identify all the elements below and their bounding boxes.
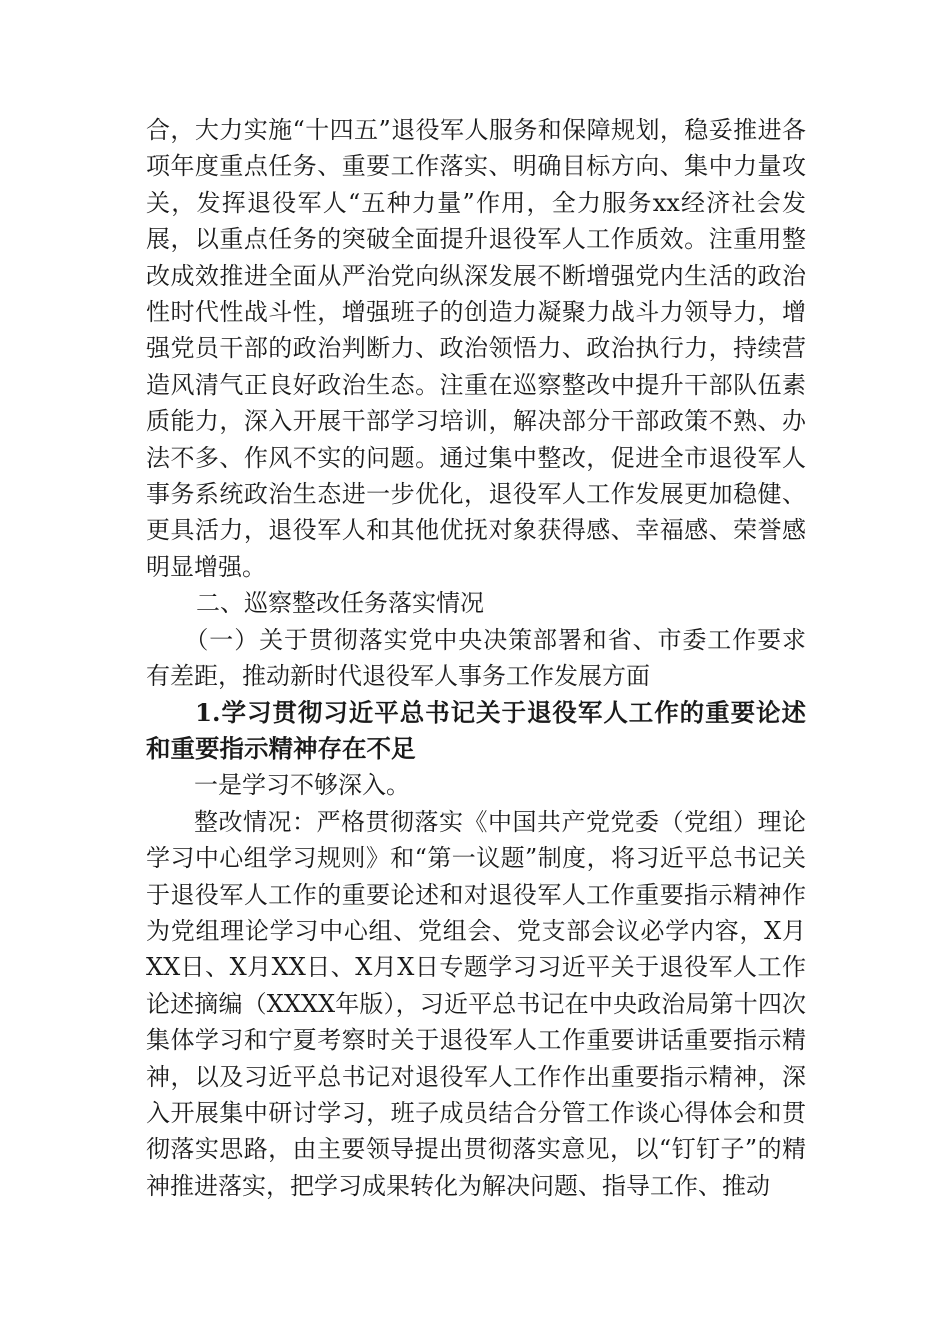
paragraph-rectification-status: 整改情况：严格贯彻落实《中国共产党党委（党组）理论学习中心组学习规则》和“第一议题”制度，将习近平总书记关于退役军人工作的重要论述和对退役军人工作重要指示精神作为党组理论学习中心组、党组会、党支部会议必学内容，X月XX日、X月XX日、X月X日专题学习习近平关于退役军人工作论述摘编（XXXX年版），习近平总书记在中央政治局第十四次集体学习和宁夏考察时关于退役军人工作重要讲话重要指示精神，以及习近平总书记对退役军人工作作出重要指示精神，深入开展集中研讨学习，班子成员结合分管工作谈心得体会和贯彻落实思路，由主要领导提出贯彻落实意见，以“钉钉子”的精神推进落实，把学习成果转化为解决问题、指导工作、推动 xyxy=(146,807,806,1200)
paragraph-rectification-goals: 合，大力实施“十四五”退役军人服务和保障规划，稳妥推进各项年度重点任务、重要工作落实、明确目标方向、集中力量攻关，发挥退役军人“五种力量”作用，全力服务xx经济社会发展，以重点任务的突破全面提升退役军人工作质效。注重用整改成效推进全面从严治党向纵深发展不断增强党内生活的政治性时代性战斗性，增强班子的创造力凝聚力战斗力领导力，增强党员干部的政治判断力、政治领悟力、政治执行力，持续营造风清气正良好政治生态。注重在巡察整改中提升干部队伍素质能力，深入开展干部学习培训，解决部分干部政策不熟、办法不多、作风不实的问题。通过集中整改，促进全市退役军人事务系统政治生态进一步优化，退役军人工作发展更加稳健、更具活力，退役军人和其他优抚对象获得感、幸福感、荣誉感明显增强。 xyxy=(146,116,806,581)
subsection-heading-policy-implementation: （一）关于贯彻落实党中央决策部署和省、市委工作要求有差距，推动新时代退役军人事务工作发展方面 xyxy=(146,625,806,691)
item-heading-study-shortcomings: 1.学习贯彻习近平总书记关于退役军人工作的重要论述和重要指示精神存在不足 xyxy=(146,697,806,763)
section-heading-task-implementation: 二、巡察整改任务落实情况 xyxy=(196,589,484,618)
document-body xyxy=(146,112,806,1204)
issue-statement: 一是学习不够深入。 xyxy=(194,771,410,800)
